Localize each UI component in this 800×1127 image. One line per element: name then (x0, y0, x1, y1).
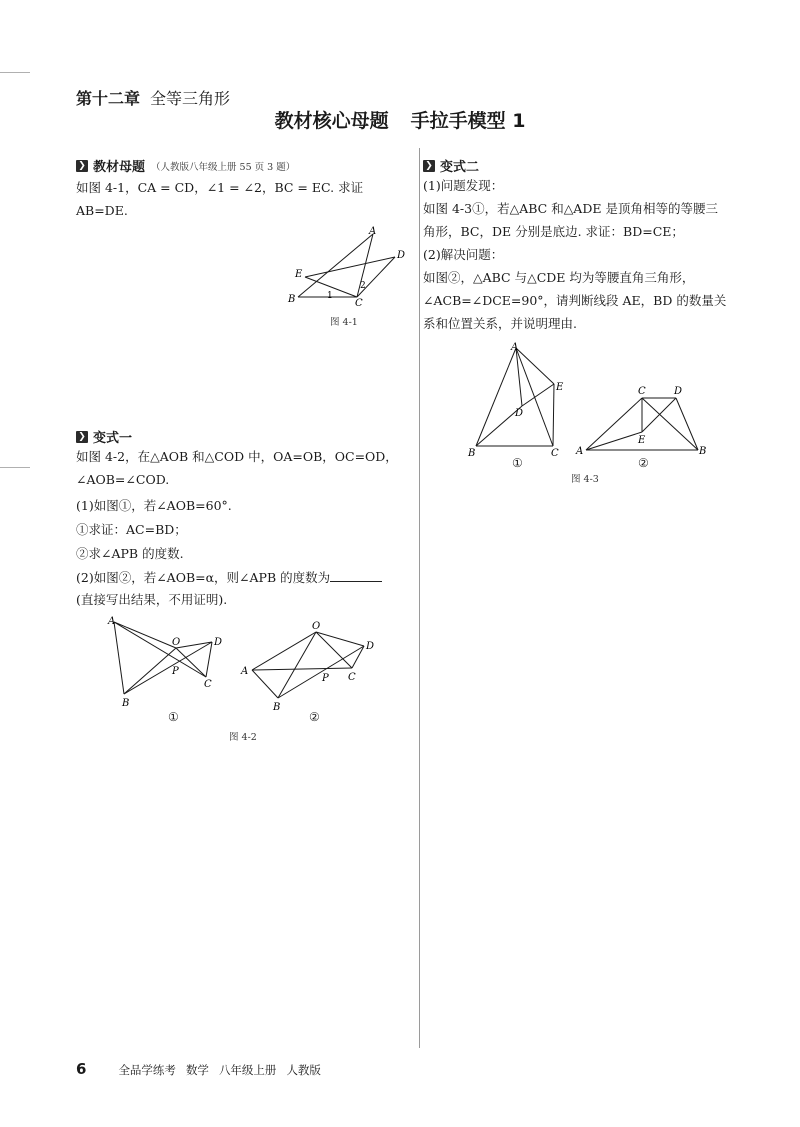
var2-line-3: 角形，BC，DE 分别是底边. 求证：BD=CE； (423, 224, 684, 239)
segment-ao (114, 622, 176, 648)
segment-de (522, 384, 554, 406)
margin-mark (0, 72, 30, 73)
var1-line-6-text: (2)如图②，若∠AOB=α，则∠APB 的度数为 (76, 570, 331, 585)
segment-ac (586, 398, 642, 450)
fig-4-3-sub-1: ① (512, 456, 523, 470)
mother-text-1: 如图 4-1，CA = CD，∠1 = ∠2，BC = EC. 求证 (76, 180, 364, 195)
label-2: 2 (360, 281, 366, 291)
var2-line-7: 系和位置关系，并说明理由. (423, 316, 577, 331)
segment-ac (252, 668, 352, 670)
label-d: D (397, 250, 406, 261)
segment-ec (553, 384, 554, 446)
segment-ae (516, 348, 554, 384)
var1-heading (76, 427, 132, 446)
label-d: D (214, 637, 223, 648)
figure-4-3-2 (570, 380, 710, 465)
var1-line-1: 如图 4-2，在△AOB 和△COD 中，OA=OB，OC=OD， (76, 449, 398, 464)
label-b: B (288, 294, 296, 305)
fig-4-2-sub-1: ① (168, 710, 179, 724)
fig-4-3-sub-2: ② (638, 456, 649, 470)
figure-4-1 (280, 222, 420, 312)
footer-edition: 人教版 (286, 1063, 321, 1077)
mother-heading (76, 156, 295, 175)
label-o: O (312, 621, 321, 632)
fig-4-3-label: 图 4-3 (571, 474, 599, 485)
label-a: A (369, 226, 377, 237)
arrow-icon: ❯ (423, 160, 435, 172)
label-1: 1 (327, 291, 333, 301)
var1-line-4: ①求证：AC=BD； (76, 522, 187, 537)
label-b: B (122, 698, 130, 709)
label-d: D (674, 386, 683, 397)
label-o: O (172, 637, 181, 648)
fig-4-2-sub-2: ② (309, 710, 320, 724)
label-a: A (511, 342, 519, 353)
chapter-label: 第十二章 (76, 89, 141, 108)
label-e: E (556, 382, 564, 393)
segment-ed (305, 257, 395, 277)
segment-dc (357, 257, 395, 297)
label-c: C (551, 448, 559, 459)
label-d: D (366, 641, 375, 652)
figure-4-2-1 (100, 612, 230, 712)
var2-line-6: ∠ACB=∠DCE=90°，请判断线段 AE，BD 的数量关 (423, 293, 727, 308)
var2-line-5: 如图②，△ABC 与△CDE 均为等腰直角三角形， (423, 270, 695, 285)
footer-subject: 数学 (185, 1063, 209, 1077)
var2-heading (423, 156, 479, 175)
fig-4-2-label: 图 4-2 (229, 732, 257, 743)
segment-db (676, 398, 698, 450)
label-e: E (638, 435, 646, 446)
label-e: E (295, 269, 303, 280)
segment-ao (252, 632, 316, 670)
footer-grade: 八年级上册 (218, 1063, 277, 1077)
mother-source: （人教版八年级上册 55 页 3 题） (151, 161, 296, 173)
var1-line-3: (1)如图①，若∠AOB=60°. (76, 498, 232, 513)
segment-oc (176, 648, 206, 677)
arrow-icon: ❯ (76, 160, 88, 172)
figure-4-3-1 (460, 338, 570, 463)
segment-bo (278, 632, 316, 698)
var2-heading-label: 变式二 (440, 160, 480, 175)
mother-heading-label: 教材母题 (93, 160, 146, 175)
var1-heading-label: 变式一 (93, 431, 133, 446)
var1-line-7: (直接写出结果，不用证明). (76, 592, 228, 607)
var1-line-5: ②求∠APB 的度数. (76, 546, 184, 561)
label-c: C (204, 679, 212, 690)
segment-ab (476, 348, 516, 446)
segment-ac (114, 622, 206, 677)
page-footer (76, 1060, 321, 1078)
var2-line-1: (1)问题发现： (423, 178, 504, 193)
arrow-icon: ❯ (76, 431, 88, 443)
var1-line-2: ∠AOB=∠COD. (76, 472, 170, 487)
chapter-name: 全等三角形 (150, 89, 231, 108)
answer-blank (330, 567, 382, 582)
margin-mark (0, 467, 30, 468)
mother-text-2: AB=DE. (76, 203, 128, 218)
label-c: C (355, 298, 363, 309)
var2-line-4: (2)解决问题： (423, 247, 504, 262)
segment-dc (206, 642, 212, 677)
figure-4-2-2 (236, 618, 381, 713)
label-p: P (322, 673, 329, 684)
label-b: B (468, 448, 476, 459)
footer-book: 全品学练考 (118, 1063, 176, 1077)
segment-ae (586, 432, 642, 450)
segment-bd (124, 642, 212, 694)
segment-ab (252, 670, 278, 698)
label-c: C (348, 672, 356, 683)
label-c: C (638, 386, 646, 397)
page-number: 6 (76, 1060, 87, 1078)
title-main: 教材核心母题 (274, 110, 389, 132)
label-b: B (699, 446, 707, 457)
segment-ab (114, 622, 124, 694)
var1-line-6 (76, 566, 382, 589)
title-sub: 手拉手模型 1 (410, 110, 526, 132)
label-b: B (273, 702, 281, 713)
label-a: A (108, 616, 116, 627)
label-d: D (515, 408, 524, 419)
var2-line-2: 如图 4-3①，若△ABC 和△ADE 是顶角相等的等腰三 (423, 201, 718, 216)
label-a: A (576, 446, 584, 457)
label-p: P (172, 666, 179, 677)
label-a: A (241, 666, 249, 677)
fig-4-1-label: 图 4-1 (330, 317, 358, 328)
page-title (0, 106, 800, 133)
